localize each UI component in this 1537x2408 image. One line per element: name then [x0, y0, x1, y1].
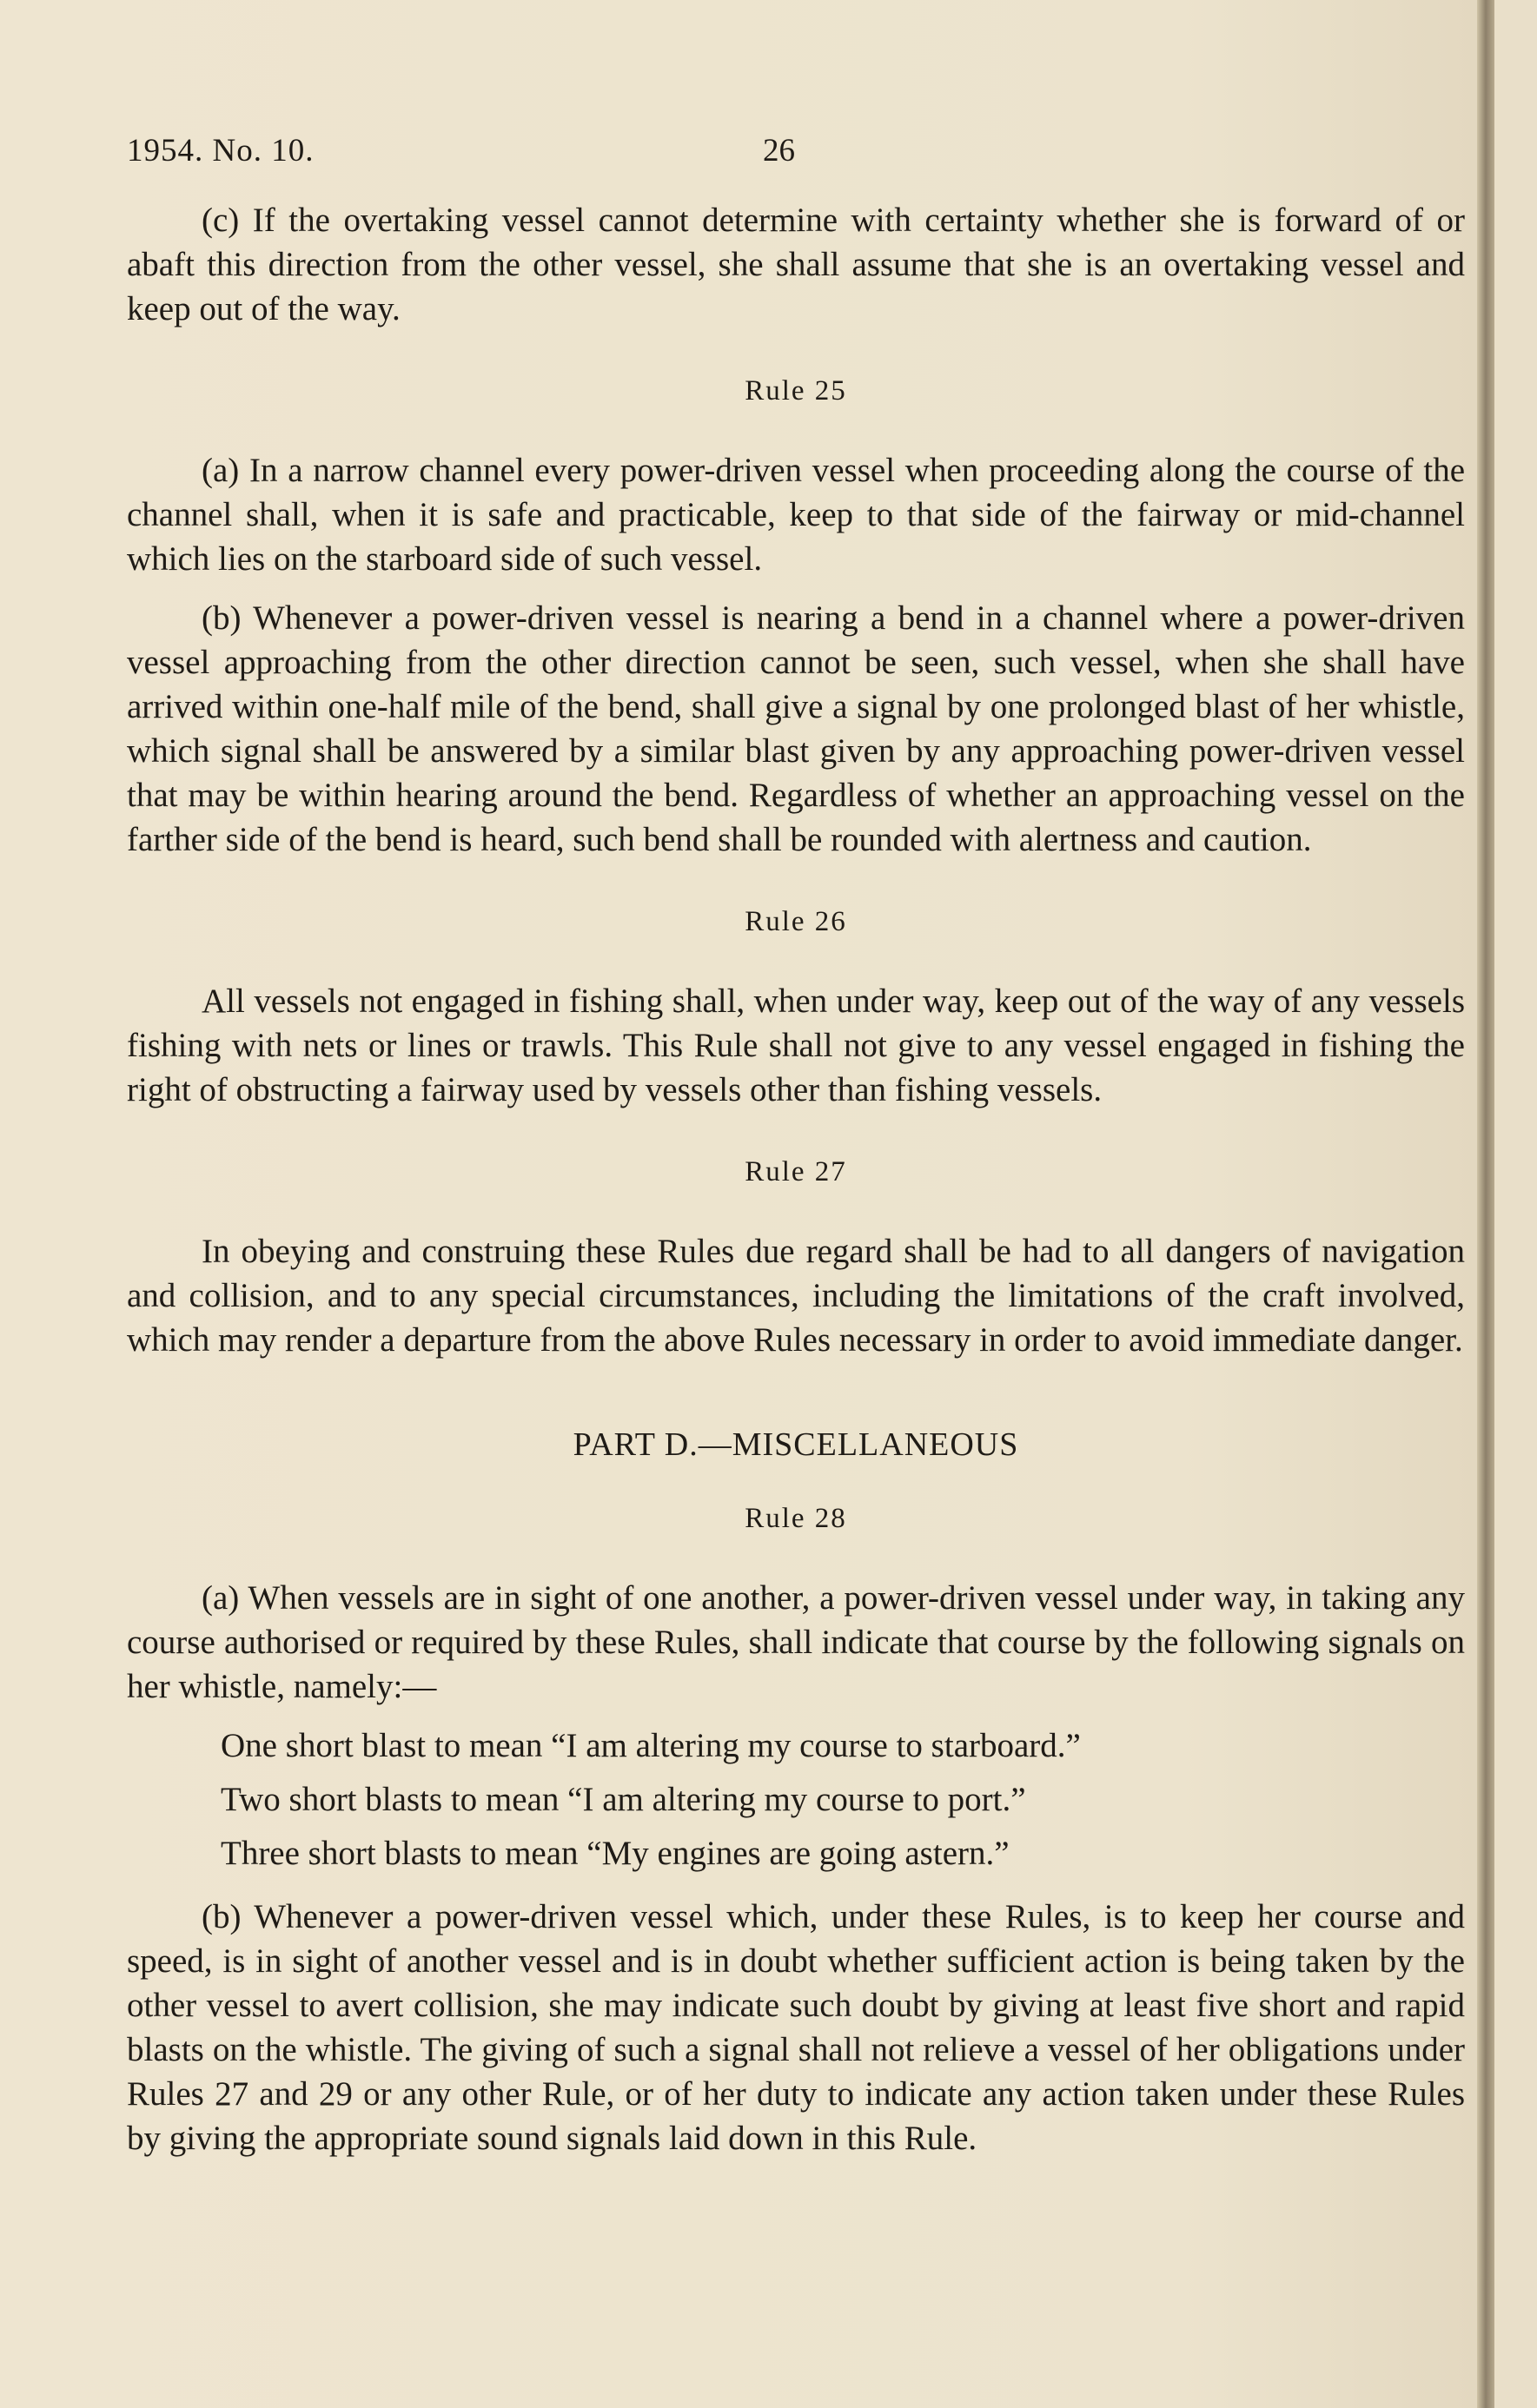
- rule-28-title: Rule 28: [745, 1503, 847, 1534]
- rule-28-a: (a) When vessels are in sight of one another, a power-driven vessel under way, in taking any course authorised or required by these Rules, shall indicate that course by the following signals on her whistle, namely:—: [127, 1579, 1465, 1705]
- rule-25-b: (b) Whenever a power-driven vessel is nearing a bend in a channel where a power-driven vessel approaching from the other direction cannot be seen, such vessel, when she shall have arrived within one-half mile of the bend, shall give a signal by one prolonged blast of her whistle, which signal shall be answered by a similar blast given by any approaching power-driven vessel that may be within hearing around the bend. Regardless of whether an approaching vessel on the farther side of the bend is heard, such bend shall be rounded with alertness and caution.: [127, 599, 1465, 858]
- page-number: 26: [763, 133, 795, 169]
- signal-line: Three short blasts to mean “My engines are going astern.”: [221, 1835, 1010, 1872]
- rule-28-b: (b) Whenever a power-driven vessel which, under these Rules, is to keep her course and speed, is in sight of another vessel and is in doubt whether sufficient action is being taken by the other vessel to avert collision, she may indicate such doubt by giving at least five short and rapid blasts on the whistle. The giving of such a signal shall not relieve a vessel of her obligations under Rules 27 and 29 or any other Rule, or of her duty to indicate any action taken under these Rules by giving the appropriate sound signals laid down in this Rule.: [127, 1898, 1465, 2157]
- rule-27-title: Rule 27: [745, 1156, 847, 1187]
- part-d-title: PART D.—MISCELLANEOUS: [573, 1426, 1019, 1463]
- page-header: 1954. No. 10.: [127, 133, 315, 169]
- rule-27-text: In obeying and construing these Rules due regard shall be had to all dangers of navigation and collision, and to any special circumstances, including the limitations of the craft involved, which may render a departure from the above Rules necessary in order to avoid immediate danger.: [127, 1233, 1465, 1359]
- signal-line: One short blast to mean “I am altering my course to starboard.”: [221, 1727, 1081, 1764]
- paragraph-c: (c) If the overtaking vessel cannot determine with certainty whether she is forward of or abaft this direction from the other vessel, she shall assume that she is an overtaking vessel and keep out of the way.: [127, 202, 1465, 327]
- book-gutter: [1477, 0, 1494, 2408]
- adjacent-page-edge: [1494, 0, 1537, 2408]
- rule-25-title: Rule 25: [745, 375, 847, 407]
- rule-26-title: Rule 26: [745, 906, 847, 937]
- page-body: [127, 198, 1465, 2175]
- signal-line: Two short blasts to mean “I am altering my course to port.”: [221, 1781, 1026, 1818]
- rule-26-text: All vessels not engaged in fishing shall, when under way, keep out of the way of any vessels fishing with nets or lines or trawls. This Rule shall not give to any vessel engaged in fishing the right of obstructing a fairway used by vessels other than fishing vessels.: [127, 982, 1465, 1108]
- rule-25-a: (a) In a narrow channel every power-driven vessel when proceeding along the course of the channel shall, when it is safe and practicable, keep to that side of the fairway or mid-channel which lies on the starboard side of such vessel.: [127, 452, 1465, 578]
